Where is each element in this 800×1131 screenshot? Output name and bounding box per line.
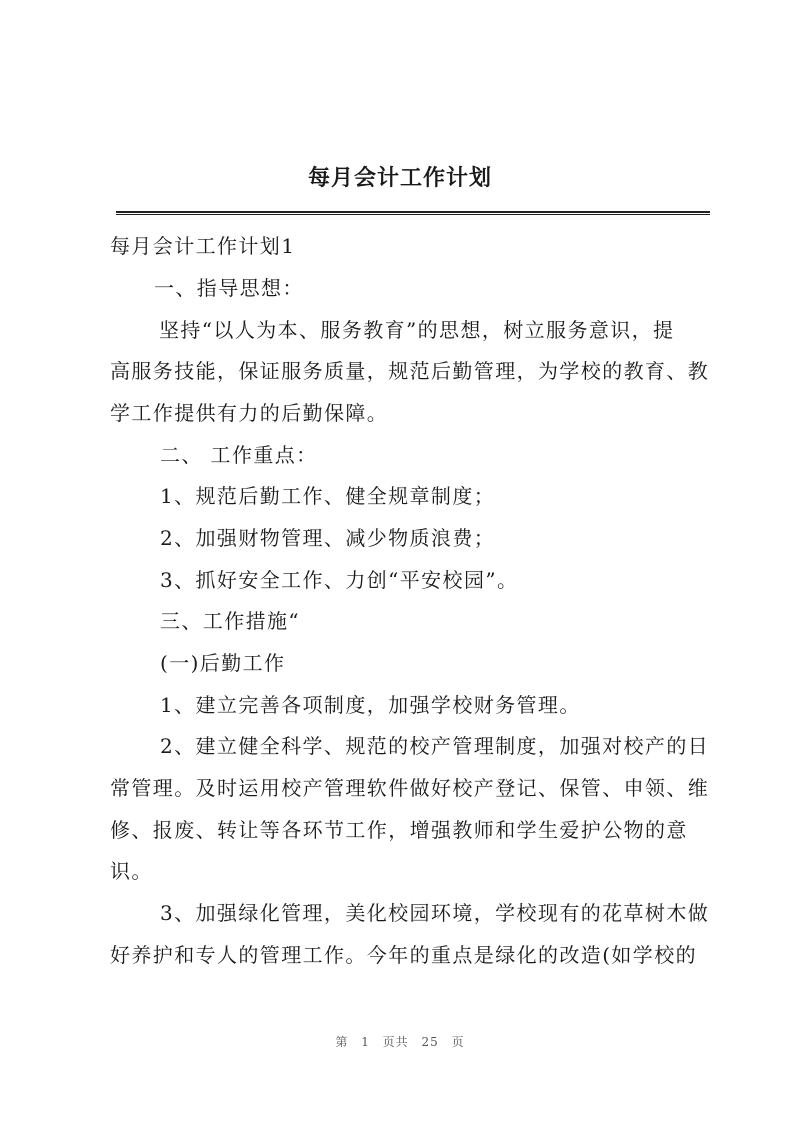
body-line-6: 二、 工作重点： <box>160 443 318 467</box>
footer-page-number: 1 <box>361 1035 370 1049</box>
body-line-9: 3、抓好安全工作、力创“平安校园”。 <box>160 568 519 592</box>
body-line-12: 1、建立完善各项制度，加强学校财务管理。 <box>160 693 581 717</box>
body-line-16: 识。 <box>110 859 153 883</box>
title-divider <box>116 211 710 215</box>
body-line-7: 1、规范后勤工作、健全规章制度； <box>160 484 496 508</box>
body-line-3: 坚持“以人为本、服务教育”的思想，树立服务意识，提 <box>159 318 675 342</box>
footer-suffix: 页 <box>451 1035 465 1049</box>
body-line-8: 2、加强财物管理、减少物质浪费； <box>160 526 496 550</box>
footer-middle: 页共 <box>382 1035 409 1049</box>
body-line-5: 学工作提供有力的后勤保障。 <box>110 401 389 425</box>
body-line-1: 每月会计工作计划1 <box>110 234 296 258</box>
body-line-14: 常管理。及时运用校产管理软件做好校产登记、保管、申领、维 <box>110 776 710 800</box>
body-line-10: 三、工作措施“ <box>160 609 301 633</box>
body-line-4: 高服务技能，保证服务质量，规范后勤管理，为学校的教育、教 <box>110 359 710 383</box>
footer-total-pages: 25 <box>421 1035 439 1049</box>
body-line-2: 一、指导思想： <box>154 276 304 300</box>
body-line-11: (一)后勤工作 <box>160 651 286 675</box>
body-line-13: 2、建立健全科学、规范的校产管理制度，加强对校产的日 <box>160 734 710 758</box>
body-line-15: 修、报废、转让等各环节工作，增强教师和学生爱护公物的意 <box>110 818 688 842</box>
footer-prefix: 第 <box>335 1035 349 1049</box>
document-title: 每月会计工作计划 <box>307 166 492 191</box>
body-line-17: 3、加强绿化管理，美化校园环境，学校现有的花草树木做 <box>160 901 710 925</box>
page-footer <box>0 1033 800 1050</box>
body-line-18: 好养护和专人的管理工作。今年的重点是绿化的改造(如学校的 <box>110 943 698 967</box>
